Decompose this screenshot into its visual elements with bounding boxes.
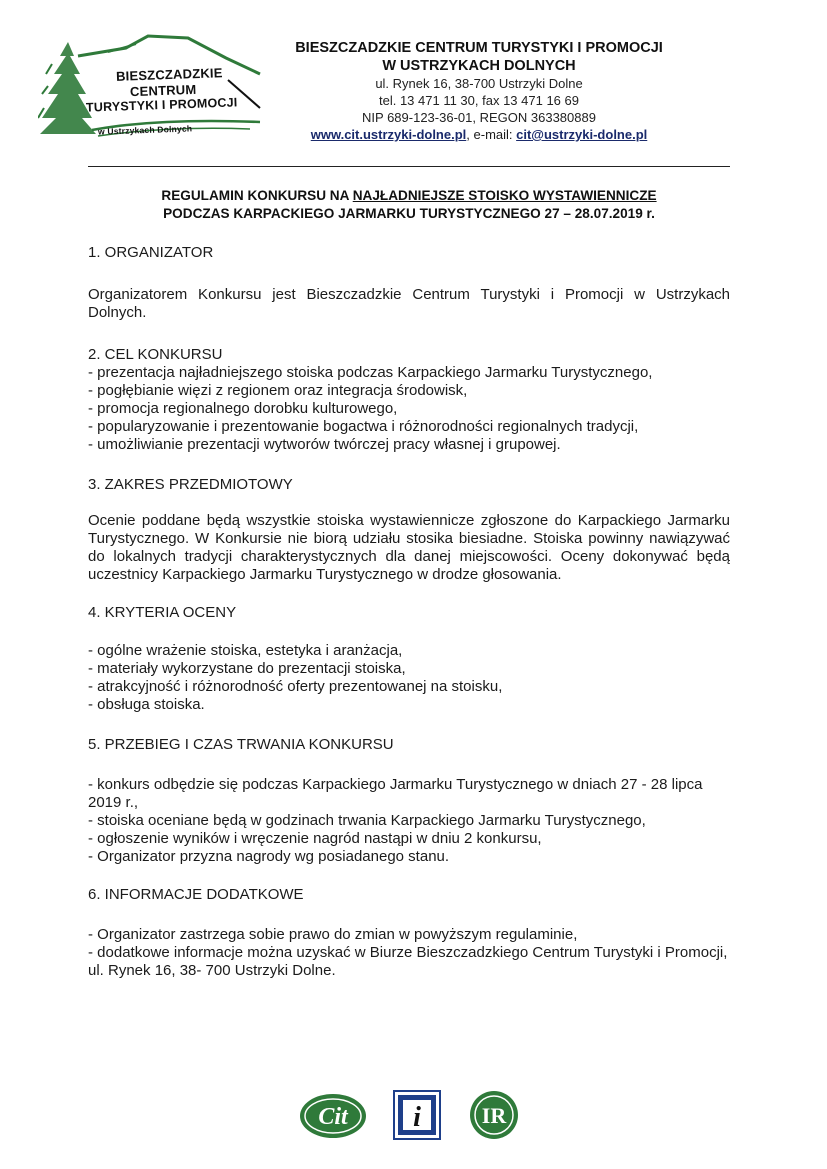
org-name-line2: W USTRZYKACH DOLNYCH: [382, 58, 576, 74]
cit-logo-icon: [298, 1088, 368, 1144]
list-item: - konkurs odbędzie się podczas Karpackiego Jarmarku Turystycznego w dniach 27 - 28 lipca 2019 r.,: [88, 776, 703, 811]
logo-text-line3: TURYSTYKI I PROMOCJI: [85, 95, 238, 115]
section-heading-scope: 3. ZAKRES PRZEDMIOTOWY: [88, 476, 293, 493]
list-item: - promocja regionalnego dorobku kulturowego,: [88, 400, 398, 417]
section-heading-organizer: 1. ORGANIZATOR: [88, 244, 214, 261]
website-link[interactable]: www.cit.ustrzyki-dolne.pl: [310, 127, 467, 142]
title-line1: [88, 187, 730, 205]
section-heading-additional-info: 6. INFORMACJE DODATKOWE: [88, 886, 304, 903]
bctip-logo: [38, 34, 268, 146]
section-heading-course: 5. PRZEBIEG I CZAS TRWANIA KONKURSU: [88, 736, 394, 753]
org-name-line1: BIESZCZADZKIE CENTRUM TURYSTYKI I PROMOCJI: [295, 40, 663, 56]
org-phone: tel. 13 471 11 30, fax 13 471 16 69: [379, 93, 579, 108]
logo-text-line1: BIESZCZADZKIE: [115, 65, 223, 84]
org-address: ul. Rynek 16, 38-700 Ustrzyki Dolne: [375, 76, 583, 91]
list-item: - ogłoszenie wyników i wręczenie nagród nastąpi w dniu 2 konkursu,: [88, 830, 542, 847]
letterhead: [240, 39, 718, 144]
organizer-text: Organizatorem Konkursu jest Bieszczadzkie Centrum Turystyki i Promocji w Ustrzykach Dolnych.: [88, 286, 730, 321]
list-item: - popularyzowanie i prezentowanie bogactwa i różnorodności regionalnych tradycji,: [88, 418, 639, 435]
cit-logo-text: Cit: [318, 1104, 348, 1130]
criteria-list: [88, 642, 730, 714]
list-item: - ogólne wrażenie stoiska, estetyka i aranżacja,: [88, 642, 403, 659]
document-body: [88, 244, 730, 980]
logo-text-line2: CENTRUM: [129, 81, 197, 100]
tourist-info-icon: [393, 1090, 441, 1140]
email-label: , e-mail:: [466, 127, 517, 142]
scope-text: Ocenie poddane będą wszystkie stoiska wystawiennicze zgłoszone do Karpackiego Jarmarku Turystycznego. W Konkursie nie biorą udziału stosika biesiadne. Stoiska powinny nawiązywać do lokalnych tradycji charakterystycznych dla danej miejscowości. Oceny dokonywać będą uczestnicy Karpackiego Jarmarku Turystycznego w drodze głosowania.: [88, 512, 730, 583]
logo-text-line4: w Ustrzykach Dolnych: [97, 123, 193, 137]
title-prefix: REGULAMIN KONKURSU NA: [161, 188, 353, 203]
list-item: - dodatkowe informacje można uzyskać w Biurze Bieszczadzkiego Centrum Turystyki i Promocji, ul. Rynek 16, 38- 700 Ustrzyki Dolne.: [88, 944, 728, 979]
email-link[interactable]: cit@ustrzyki-dolne.pl: [516, 127, 648, 142]
list-item: - Organizator zastrzega sobie prawo do zmian w powyższym regulaminie,: [88, 926, 578, 943]
title-underlined: NAJŁADNIEJSZE STOISKO WYSTAWIENNICZE: [352, 188, 657, 203]
list-item: - umożliwianie prezentacji wytworów twórczej pracy własnej i grupowej.: [88, 436, 561, 453]
document-title: [88, 187, 730, 223]
title-line2: PODCZAS KARPACKIEGO JARMARKU TURYSTYCZNEGO 27 – 28.07.2019 r.: [163, 206, 655, 221]
footer-logos: [0, 1088, 827, 1148]
course-list: [88, 776, 730, 866]
header-divider: [88, 166, 730, 167]
org-ids: NIP 689-123-36-01, REGON 363380889: [362, 110, 596, 125]
ir-logo-text: IR: [481, 1103, 507, 1128]
section-heading-goal: 2. CEL KONKURSU: [88, 346, 223, 363]
list-item: - prezentacja najładniejszego stoiska podczas Karpackiego Jarmarku Turystycznego,: [88, 364, 653, 381]
list-item: - obsługa stoiska.: [88, 696, 205, 713]
info-logo-text: i: [413, 1102, 421, 1133]
section-heading-criteria: 4. KRYTERIA OCENY: [88, 604, 237, 621]
list-item: - Organizator przyzna nagrody wg posiadanego stanu.: [88, 848, 450, 865]
org-contact-links: [240, 126, 718, 144]
list-item: - pogłębianie więzi z regionem oraz integracja środowisk,: [88, 382, 468, 399]
goal-list: [88, 364, 730, 454]
additional-info-list: [88, 926, 730, 980]
list-item: - materiały wykorzystane do prezentacji stoiska,: [88, 660, 406, 677]
ir-logo-icon: [469, 1088, 519, 1142]
list-item: - stoiska oceniane będą w godzinach trwania Karpackiego Jarmarku Turystycznego,: [88, 812, 646, 829]
list-item: - atrakcyjność i różnorodność oferty prezentowanej na stoisku,: [88, 678, 503, 695]
